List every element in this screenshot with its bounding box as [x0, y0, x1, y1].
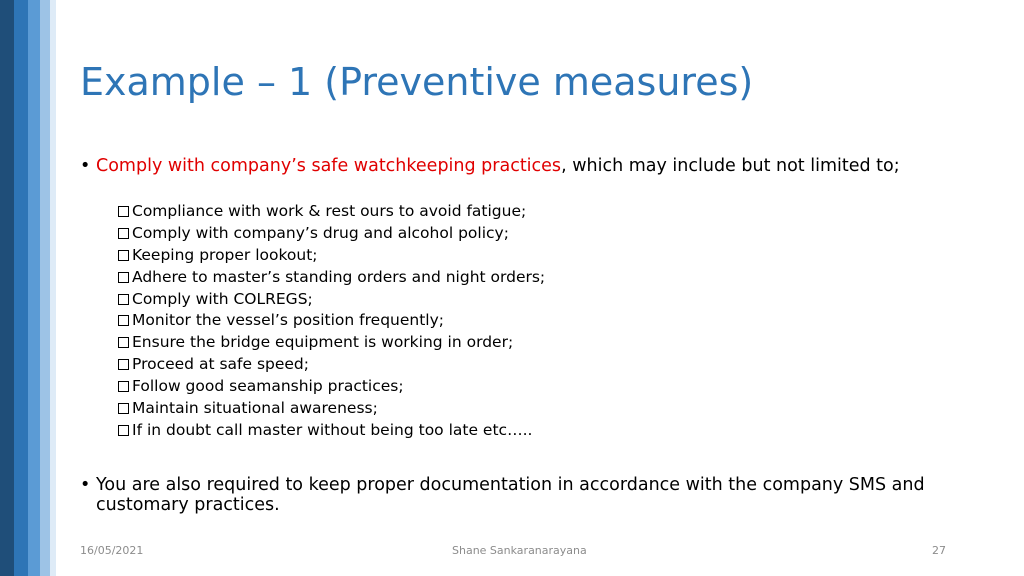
bullet-item-2	[80, 475, 960, 515]
checklist-item-text: Monitor the vessel’s position frequently;	[132, 311, 444, 330]
checklist-item	[118, 289, 545, 311]
checkbox-icon	[118, 206, 129, 217]
checkbox-icon	[118, 403, 129, 414]
footer-date: 16/05/2021	[80, 544, 144, 557]
checklist-item	[118, 245, 545, 267]
slide-title: Example – 1 (Preventive measures)	[80, 60, 754, 104]
bullet-dot-icon: •	[80, 475, 91, 495]
checklist-item-text: Adhere to master’s standing orders and night orders;	[132, 267, 546, 286]
highlighted-text: Comply with company’s safe watchkeeping practices	[96, 156, 562, 176]
checklist-item-text: Ensure the bridge equipment is working in order;	[132, 333, 514, 352]
footer-page-number: 27	[932, 544, 946, 557]
checklist-item-text: If in doubt call master without being too late etc…..	[132, 420, 533, 439]
checklist-item-text: Maintain situational awareness;	[132, 399, 378, 418]
checklist-item	[118, 376, 545, 398]
checklist-item	[118, 398, 545, 420]
footer-author: Shane Sankaranarayana	[452, 544, 587, 557]
bullet-dot-icon: •	[80, 156, 91, 176]
checklist-item	[118, 332, 545, 354]
bullet-text: You are also required to keep proper documentation in accordance with the company SMS and customary practices.	[96, 475, 925, 515]
checklist-item-text: Proceed at safe speed;	[132, 355, 309, 374]
checklist-item-text: Comply with company’s drug and alcohol policy;	[132, 223, 509, 242]
checklist-item-text: Follow good seamanship practices;	[132, 377, 404, 396]
checklist-item	[118, 223, 545, 245]
checklist-item-text: Keeping proper lookout;	[132, 245, 318, 264]
decorative-bar-1	[0, 0, 14, 576]
bullet-item-1	[80, 156, 960, 176]
bullet-text: , which may include but not limited to;	[561, 156, 900, 176]
decorative-bar-2	[14, 0, 28, 576]
checkbox-icon	[118, 315, 129, 326]
checklist	[118, 201, 545, 442]
decorative-bar-3	[28, 0, 40, 576]
decorative-bar-5	[50, 0, 56, 576]
checklist-item	[118, 420, 545, 442]
checkbox-icon	[118, 359, 129, 370]
checklist-item	[118, 201, 545, 223]
checkbox-icon	[118, 294, 129, 305]
checkbox-icon	[118, 381, 129, 392]
checkbox-icon	[118, 228, 129, 239]
checkbox-icon	[118, 272, 129, 283]
checkbox-icon	[118, 337, 129, 348]
checkbox-icon	[118, 250, 129, 261]
checklist-item	[118, 267, 545, 289]
checkbox-icon	[118, 425, 129, 436]
decorative-bar-4	[40, 0, 50, 576]
checklist-item	[118, 354, 545, 376]
checklist-item-text: Compliance with work & rest ours to avoid fatigue;	[132, 202, 527, 220]
checklist-item	[118, 310, 545, 332]
checklist-item-text: Comply with COLREGS;	[132, 289, 313, 308]
